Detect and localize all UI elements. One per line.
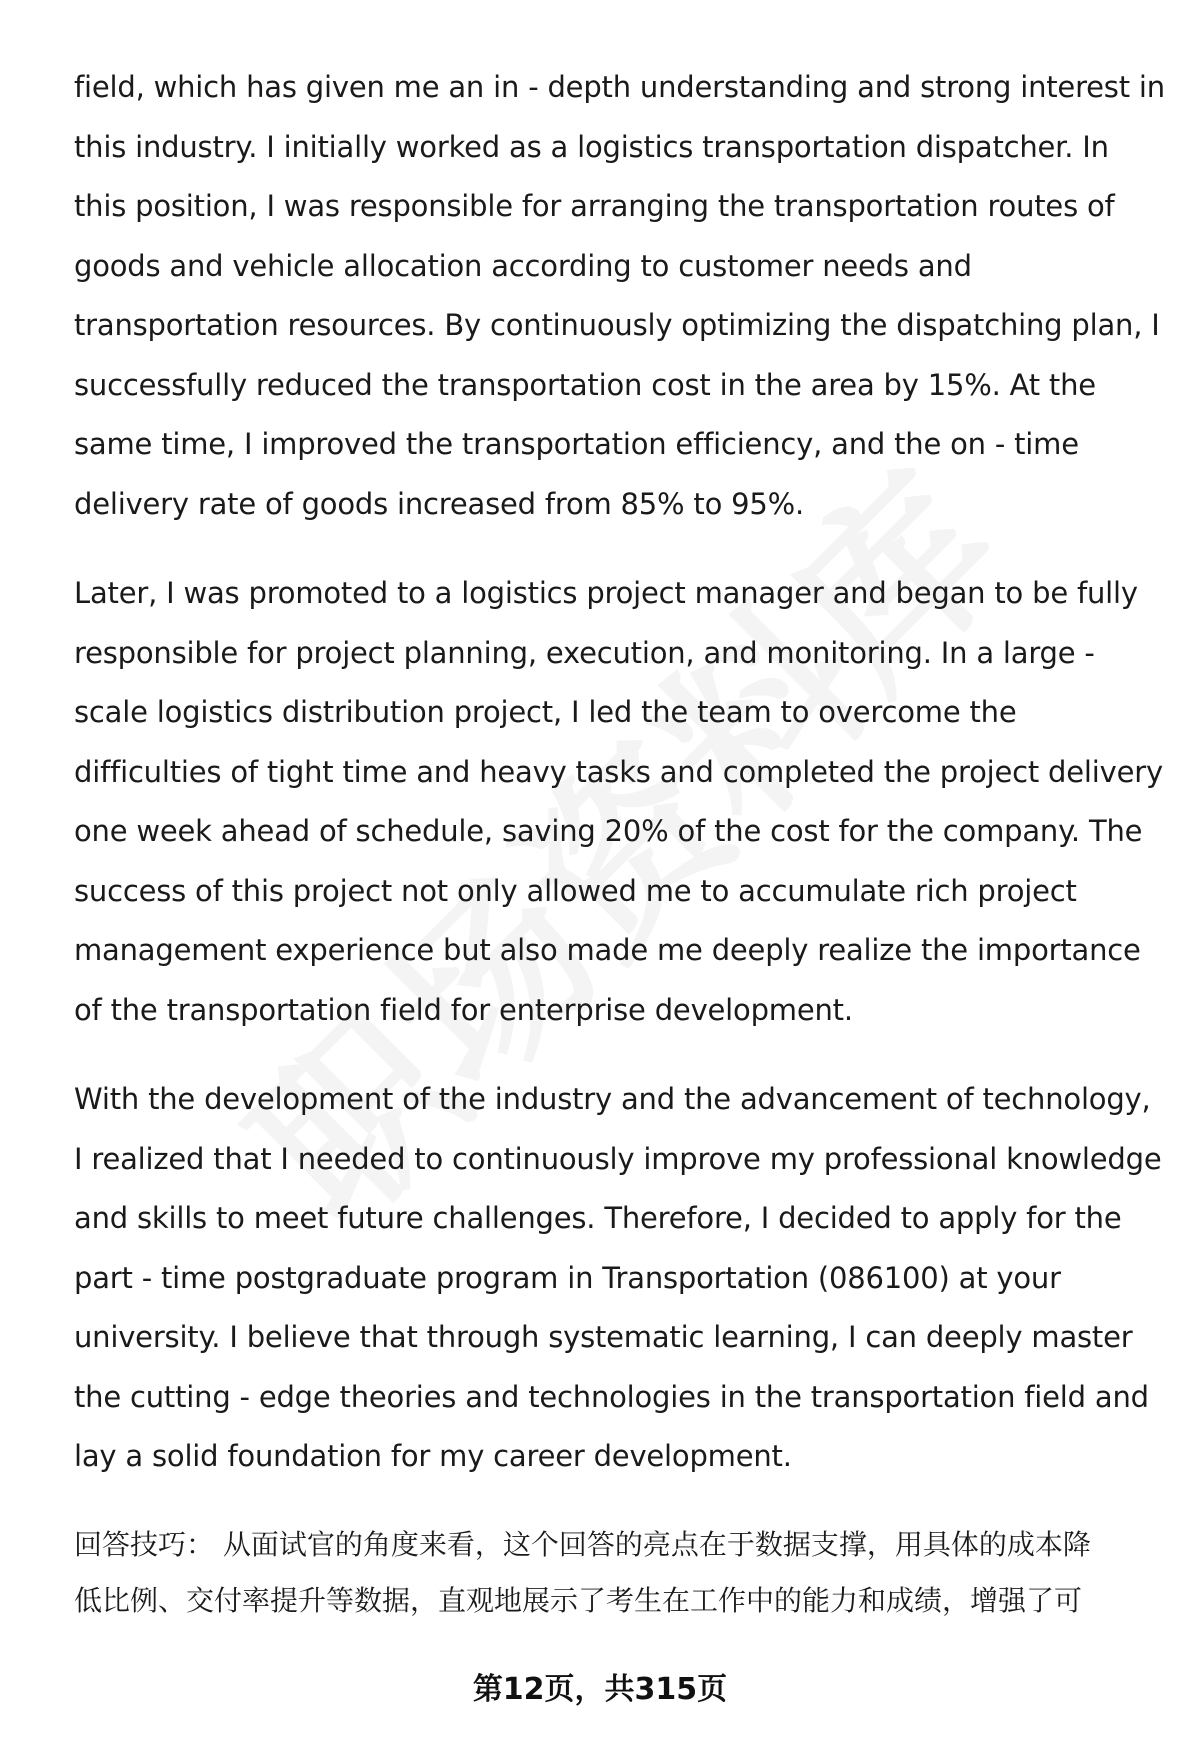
text-line: the cutting - edge theories and technologies in the transportation field and [74, 1379, 1149, 1414]
text-line: part - time postgraduate program in Transportation (086100) at your [74, 1260, 1061, 1295]
text-line: I realized that I needed to continuously improve my professional knowledge [74, 1141, 1162, 1176]
text-line: field, which has given me an in - depth understanding and strong interest in [74, 70, 1165, 104]
text-line: goods and vehicle allocation according to customer needs and [74, 248, 972, 283]
page-number: 第12页，共315页 [472, 1672, 728, 1707]
text-line: difficulties of tight time and heavy tasks and completed the project delivery [74, 754, 1163, 789]
tip-line: 低比例、交付率提升等数据，直观地展示了考生在工作中的能力和成绩，增强了可 [74, 1583, 1083, 1617]
text-line: transportation resources. By continuously optimizing the dispatching plan, I [74, 308, 1160, 342]
text-line: this industry. I initially worked as a logistics transportation dispatcher. In [74, 129, 1109, 164]
paragraph-2 [74, 564, 1164, 1040]
document-body [74, 58, 1164, 1629]
text-line: of the transportation field for enterprise development. [74, 992, 853, 1027]
text-line: same time, I improved the transportation efficiency, and the on - time [74, 427, 1079, 461]
text-line: and skills to meet future challenges. Therefore, I decided to apply for the [74, 1201, 1122, 1235]
tip-line: 回答技巧： 从面试官的角度来看，这个回答的亮点在于数据支撑，用具体的成本降 [74, 1527, 1091, 1561]
paragraph-1 [74, 58, 1164, 534]
text-line: university. I believe that through systematic learning, I can deeply master [74, 1320, 1133, 1354]
text-line: Later, I was promoted to a logistics project manager and began to be fully [74, 576, 1138, 610]
text-line: lay a solid foundation for my career development. [74, 1439, 792, 1473]
text-line: responsible for project planning, execution, and monitoring. In a large - [74, 635, 1095, 670]
text-line: scale logistics distribution project, I led the team to overcome the [74, 695, 1017, 729]
paragraph-3 [74, 1070, 1164, 1487]
text-line: one week ahead of schedule, saving 20% of the cost for the company. The [74, 814, 1143, 848]
text-line: this position, I was responsible for arranging the transportation routes of [74, 189, 1115, 223]
answer-tip [74, 1517, 1164, 1629]
text-line: successfully reduced the transportation cost in the area by 15%. At the [74, 367, 1096, 402]
text-line: delivery rate of goods increased from 85% to 95%. [74, 486, 805, 521]
text-line: success of this project not only allowed me to accumulate rich project [74, 873, 1077, 908]
text-line: With the development of the industry and the advancement of technology, [74, 1082, 1151, 1116]
text-line: management experience but also made me deeply realize the importance [74, 933, 1141, 967]
